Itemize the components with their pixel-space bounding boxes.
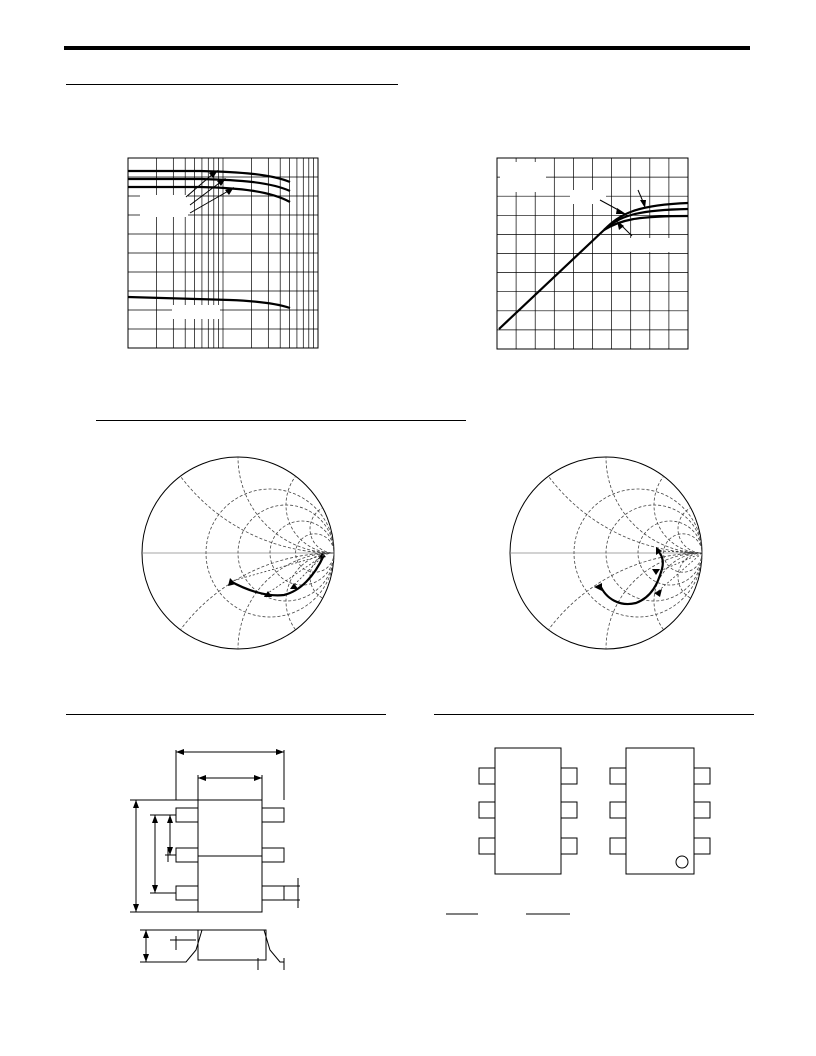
pin1-marker-icon	[676, 856, 688, 868]
